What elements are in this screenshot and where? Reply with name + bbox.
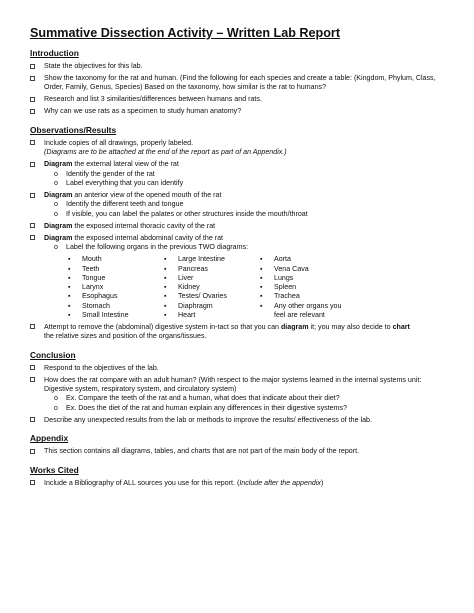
organ-item	[258, 274, 368, 283]
item-note: Include after the appendix	[239, 478, 321, 487]
checkbox-icon[interactable]	[30, 235, 35, 240]
checklist-item	[30, 364, 444, 373]
item-text: Why can we use rats as a specimen to study human anatomy?	[44, 107, 242, 116]
item-text: Describe any unexpected results from the lab or methods to improve the results/ effectiveness of the lab.	[44, 415, 372, 424]
organ-label: Stomach	[82, 301, 110, 310]
organ-label: Aorta	[274, 255, 291, 264]
circle-bullet-icon: o	[54, 395, 58, 403]
organ-item	[66, 274, 162, 283]
organ-item	[258, 265, 368, 274]
square-bullet-icon: ▪	[68, 265, 71, 273]
organ-label: Liver	[178, 273, 194, 282]
organ-item	[66, 302, 162, 311]
organ-item	[258, 302, 368, 311]
item-text: Show the taxonomy for the rat and human. (Find the following for each species and create a table: (Kingdom, Phylum, Class, Order, Family, Genus, Species) Based on the taxonomy, how similar is the rat to humans?	[44, 74, 436, 92]
organ-label: Trachea	[274, 292, 300, 301]
square-bullet-icon: ▪	[164, 265, 167, 273]
checkbox-icon[interactable]	[30, 162, 35, 167]
sub-item-text: Identify the gender of the rat	[66, 169, 155, 178]
checklist-item	[30, 323, 444, 342]
organ-label: Larynx	[82, 283, 104, 292]
checklist-item	[30, 447, 444, 456]
circle-bullet-icon: o	[54, 180, 58, 188]
sub-item	[44, 200, 444, 209]
sub-item	[44, 210, 444, 219]
item-text: it; you may also decide to	[308, 322, 393, 331]
square-bullet-icon: ▪	[260, 265, 263, 273]
organ-label: Any other organs you	[274, 301, 342, 310]
checklist-item	[30, 479, 444, 488]
item-text: the exposed internal abdominal cavity of the rat	[72, 233, 224, 242]
square-bullet-icon: ▪	[260, 274, 263, 282]
sub-item	[44, 170, 444, 179]
checkbox-icon[interactable]	[30, 64, 35, 69]
item-text: This section contains all diagrams, tables, and charts that are not part of the main body of the report.	[44, 447, 360, 456]
organ-item	[162, 265, 258, 274]
organ-label: Esophagus	[82, 292, 118, 301]
organ-item	[258, 283, 368, 292]
organ-item	[162, 292, 258, 301]
organ-label: Tongue	[82, 273, 106, 282]
checklist-item	[30, 222, 444, 231]
diagram-keyword: Diagram	[44, 191, 73, 200]
checkbox-icon[interactable]	[30, 365, 35, 370]
organ-column-1	[66, 255, 162, 320]
sub-item-text: Label everything that you can identify	[66, 179, 184, 188]
diagram-keyword: Diagram	[44, 233, 73, 242]
checklist-item	[30, 62, 444, 71]
organ-label: Kidney	[178, 283, 200, 292]
square-bullet-icon: ▪	[260, 284, 263, 292]
square-bullet-icon: ▪	[68, 312, 71, 320]
organ-item-continued	[258, 311, 368, 320]
checklist-item	[30, 376, 444, 414]
circle-bullet-icon: o	[54, 210, 58, 218]
sub-item-text: Ex. Does the diet of the rat and human explain any differences in their digestive systems?	[66, 403, 348, 412]
organ-item	[162, 274, 258, 283]
sub-item	[44, 243, 444, 252]
checklist-item	[30, 74, 444, 93]
organ-label: Spleen	[274, 283, 297, 292]
sub-item	[44, 404, 444, 413]
checkbox-icon[interactable]	[30, 449, 35, 454]
checkbox-icon[interactable]	[30, 193, 35, 198]
checkbox-icon[interactable]	[30, 480, 35, 485]
organ-item	[162, 311, 258, 320]
diagram-keyword: Diagram	[44, 160, 73, 169]
item-text: the external lateral view of the rat	[72, 160, 179, 169]
diagram-keyword: diagram	[280, 322, 309, 331]
item-text: Include a Bibliography of ALL sources you use for this report. (	[44, 478, 240, 487]
checklist-item	[30, 107, 444, 116]
page-title: Summative Dissection Activity – Written Lab Report	[30, 26, 341, 40]
checkbox-icon[interactable]	[30, 109, 35, 114]
item-text: Include copies of all drawings, properly labeled.	[44, 138, 194, 147]
sub-item	[44, 179, 444, 188]
item-note: (Diagrams are to be attached at the end of the report as part of an Appendix.)	[44, 148, 287, 157]
square-bullet-icon: ▪	[164, 293, 167, 301]
sub-item-text: Identify the different teeth and tongue	[66, 200, 184, 209]
square-bullet-icon: ▪	[68, 302, 71, 310]
organ-list	[30, 255, 444, 320]
item-text: How does the rat compare with an adult human? (With respect to the major systems learned in the internal systems unit: Digestive system, respiratory system, and circulatory system)	[44, 375, 422, 394]
checklist-item	[30, 95, 444, 104]
checkbox-icon[interactable]	[30, 377, 35, 382]
introduction-heading: Introduction	[30, 48, 79, 58]
checklist-item	[30, 234, 444, 253]
checkbox-icon[interactable]	[30, 223, 35, 228]
organ-label: Teeth	[82, 264, 100, 273]
organ-label: Large Intestine	[178, 255, 225, 264]
organ-item	[258, 292, 368, 301]
square-bullet-icon: ▪	[68, 256, 71, 264]
organ-label: feel are relevant	[274, 311, 325, 320]
organ-item	[66, 265, 162, 274]
checkbox-icon[interactable]	[30, 76, 35, 81]
square-bullet-icon: ▪	[68, 284, 71, 292]
chart-keyword: chart	[392, 322, 410, 331]
checklist-item	[30, 416, 444, 425]
observations-heading: Observations/Results	[30, 124, 117, 135]
organ-label: Heart	[178, 311, 196, 320]
organ-label: Lungs	[274, 273, 294, 282]
organ-label: Mouth	[82, 255, 102, 264]
organ-item	[66, 292, 162, 301]
organ-label: Vena Cava	[274, 264, 309, 273]
item-text: the exposed internal thoracic cavity of the rat	[72, 221, 216, 230]
item-text: an anterior view of the opened mouth of the rat	[72, 191, 222, 200]
checklist-item	[30, 191, 444, 219]
organ-item	[66, 311, 162, 320]
square-bullet-icon: ▪	[164, 284, 167, 292]
circle-bullet-icon: o	[54, 170, 58, 178]
item-text: the relative sizes and position of the organs/tissues.	[44, 332, 207, 341]
checklist-item	[30, 160, 444, 188]
organ-label: Pancreas	[178, 264, 208, 273]
square-bullet-icon: ▪	[260, 256, 263, 264]
checkbox-icon[interactable]	[30, 140, 35, 145]
organ-column-2	[162, 255, 258, 320]
item-text: )	[320, 478, 324, 487]
organ-item	[162, 302, 258, 311]
appendix-heading: Appendix	[30, 433, 69, 444]
sub-item-text: If visible, you can label the palates or other structures inside the mouth/throat	[66, 209, 308, 218]
square-bullet-icon: ▪	[164, 256, 167, 264]
organ-item	[66, 283, 162, 292]
circle-bullet-icon: o	[54, 244, 58, 252]
item-text: Respond to the objectives of the lab.	[44, 363, 159, 372]
checkbox-icon[interactable]	[30, 324, 35, 329]
item-text: Attempt to remove the (abdominal) digestive system in-tact so that you can	[44, 322, 281, 331]
square-bullet-icon: ▪	[260, 293, 263, 301]
square-bullet-icon: ▪	[68, 293, 71, 301]
organ-item	[66, 255, 162, 264]
diagram-keyword: Diagram	[44, 221, 73, 230]
sub-item-text: Ex. Compare the teeth of the rat and a human, what does that indicate about their diet?	[66, 394, 340, 403]
item-text: Research and list 3 similarities/differences between humans and rats.	[44, 95, 262, 104]
works-cited-heading: Works Cited	[30, 464, 79, 475]
square-bullet-icon: ▪	[68, 274, 71, 282]
square-bullet-icon: ▪	[260, 302, 263, 310]
organ-column-3	[258, 255, 368, 320]
organ-label: Diaphragm	[178, 301, 213, 310]
organ-label: Small Intestine	[82, 311, 129, 320]
checklist-item	[30, 139, 444, 158]
conclusion-heading: Conclusion	[30, 349, 76, 360]
organ-item	[258, 255, 368, 264]
checkbox-icon[interactable]	[30, 97, 35, 102]
square-bullet-icon: ▪	[164, 312, 167, 320]
checkbox-icon[interactable]	[30, 417, 35, 422]
square-bullet-icon: ▪	[164, 274, 167, 282]
square-bullet-icon: ▪	[164, 302, 167, 310]
sub-item	[44, 394, 444, 403]
organ-item	[162, 283, 258, 292]
organ-label: Testes/ Ovaries	[178, 292, 227, 301]
circle-bullet-icon: o	[54, 404, 58, 412]
sub-item-text: Label the following organs in the previous TWO diagrams:	[66, 243, 249, 252]
item-text: State the objectives for this lab.	[44, 62, 143, 70]
organ-item	[162, 255, 258, 264]
circle-bullet-icon: o	[54, 201, 58, 209]
